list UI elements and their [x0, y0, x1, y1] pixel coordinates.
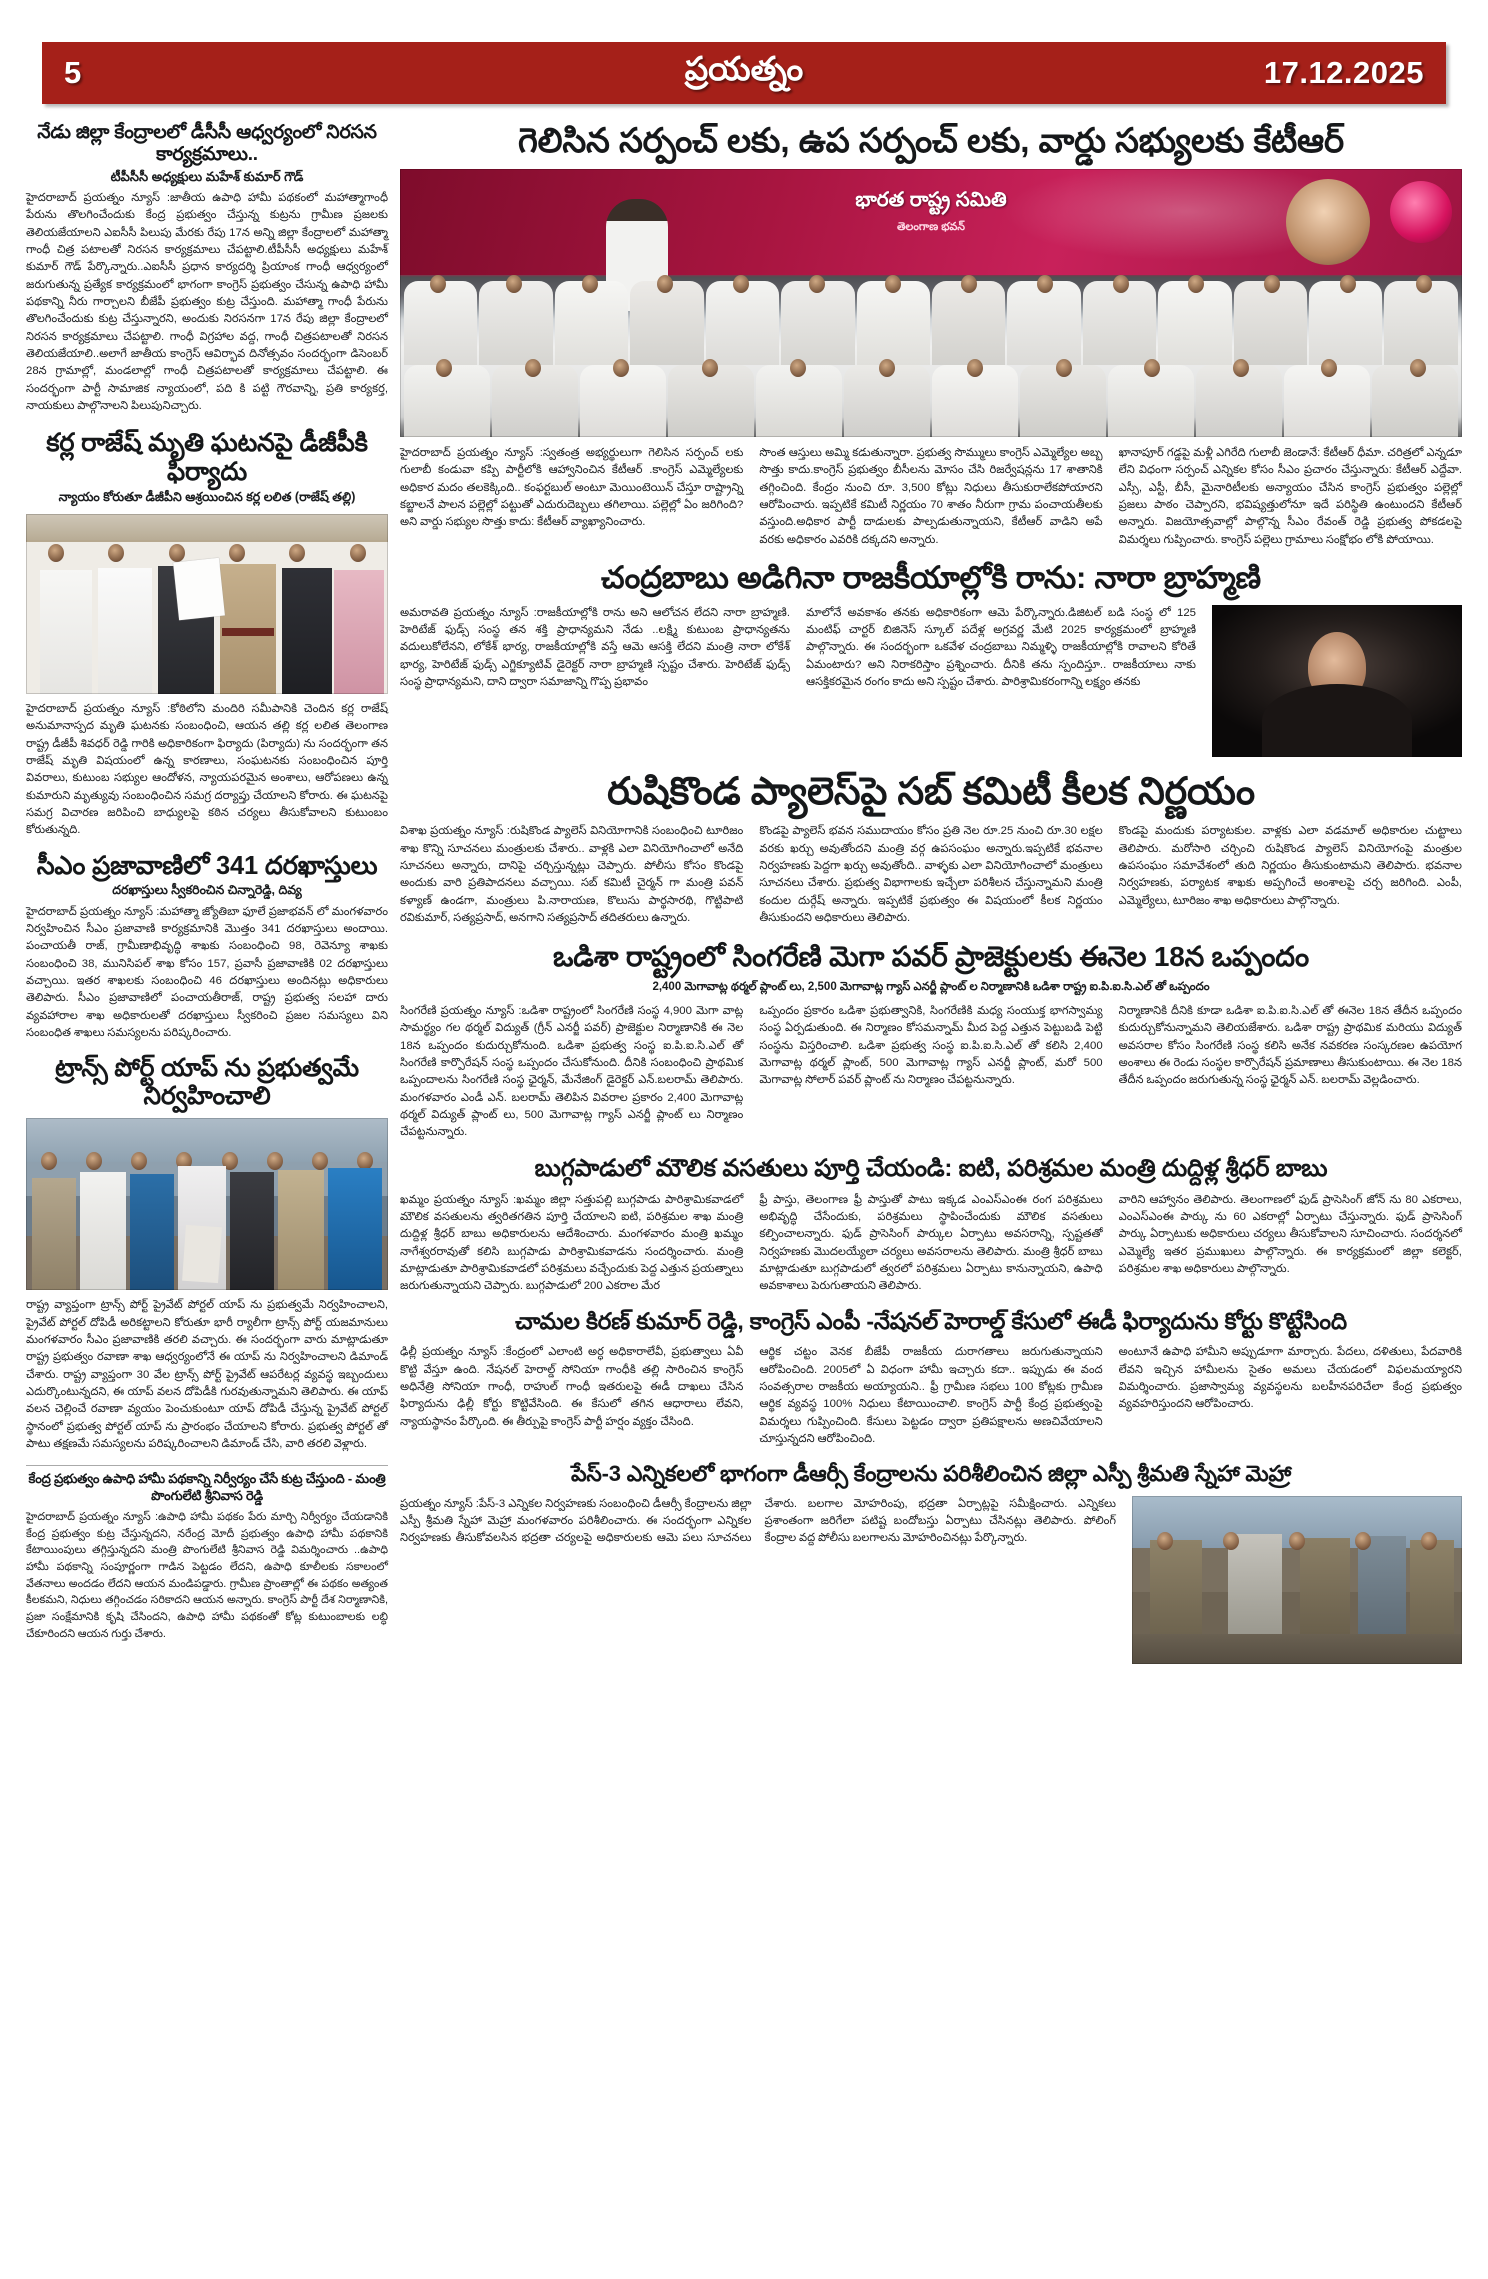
dgp-complaint-photo	[26, 514, 388, 694]
article-bhuggapadu	[400, 1156, 1462, 1296]
bhuggapadu-headline: బుగ్గపాడులో మౌలిక వసతులు పూర్తి చేయండి: ఐటి, పరిశ్రమల మంత్రి దుద్దిళ్ల శ్రీధర్ బాబు	[534, 1154, 1328, 1182]
ktr-brs-meeting-photo	[400, 169, 1462, 437]
odisha-singareni-body-col3: నిర్మాణానికి దీనికి కూడా ఒడిశా ఐ.పి.ఐ.సి.ఎల్ తో ఈనెల 18న తేదీన ఒప్పందం కుదుర్చుకోనున్నామని తెలియజేశారు. ఒడిశా రాష్ట్ర ప్రాథమిక మరియు విద్యుత్ అవసరాల కోసం సింగరేణి సంస్థ కలిసి అనేక నవకరణ సంస్కరణల ఉపయోగ అంశాలు ఈ రెండు సంస్థల కార్పొరేషన్ ప్రమాణాలు తీసుకుంటాయి. ఈ నెల 18న తేదీన ఒప్పందం జరుగుతున్న సంస్థ ఛైర్మన్ ఎన్. బలరామ్ వెల్లడించారు.	[1118, 1005, 1462, 1087]
rushikonda-body-col1: విశాఖ ప్రయత్నం న్యూస్ :రుషికొండ ప్యాలెస్ వినియోగానికి సంబంధించి టూరిజం శాఖ కొన్ని సూచనలు మంత్రులకు చేశారు.. వాళ్లకి ఎలా వినియోగించాలో అనేది సూచనలు అన్నారు, దానిపై చర్చిస్తున్నట్లు చెప్పారు. పోలీసు కోసం కొండపై అందుకు వారి ప్రతిపాదనలు వచ్చాయి. సబ్ కమిటీ చైర్మన్ గా మంత్రి పవన్ కళ్యాణ్ ఉండగా, మంత్రులు పి.నారాయణ, కొలుసు పార్థసారథి, గొట్టిపాటి రవికుమార్, సత్యప్రసాద్, అనగాని సత్యప్రసాద్ తదితరులు ఉన్నారు.	[400, 825, 744, 924]
ktr-sarpanch-headline: గెలిసిన సర్పంచ్ లకు, ఉప సర్పంచ్ లకు, వార్డు సభ్యులకు కేటీఆర్	[518, 122, 1344, 160]
cm-praja-vani-subhead: దరఖాస్తులు స్వీకరించిన చిన్నారెడ్డి, దివ్య	[112, 883, 302, 898]
transport-protest-photo	[26, 1118, 388, 1290]
article-ktr-sarpanch	[400, 122, 1462, 549]
brs-logo-icon	[1390, 181, 1452, 243]
bhuggapadu-body-col3: వారిని ఆహ్వానం తెలిపారు. తెలంగాణలో ఫుడ్ ప్రాసెసింగ్ జోన్ ను 80 ఎకరాలు, ఎంఎస్ఎంఈ పార్కు ను 60 ఎకరాల్లో ఏర్పాటు చేస్తున్నారు. ఫుడ్ ప్రాసెసింగ్ పార్కు ఏర్పాటుకు అధికారులు చర్యలు తీసుకోవాలని సూచించారు. సందర్శనలో ఎమ్మెల్యే ఇతర ప్రముఖులు పాల్గొన్నారు. ఈ కార్యక్రమంలో జిల్లా కలెక్టర్, పరిశ్రమల శాఖ అధికారులు పాల్గొన్నారు.	[1118, 1193, 1462, 1275]
chamala-kiran-body-col2: ఆర్థిక చట్టం వెనక బీజేపీ రాజకీయ దురాగతాలు జరుగుతున్నాయని ఆరోపించింది. 2005లో ఏ విధంగా హామీ ఇచ్చారు కదా.. ఇప్పుడు ఈ వంద సంవత్సరాల రాజకీయ అయ్యాయని.. ఫ్రీ గ్రామీణ సభలు 100 కోట్లకు గ్రామీణ ఆర్థిక వ్యవస్థ 100% నిధులు కేటాయించాలి. కాంగ్రెస్ పార్టీ కేంద్ర ప్రభుత్వంపై విమర్శలు గుప్పించింది. కేసులు పెట్టడం ద్వారా ప్రతిపక్షాలను అణచివేయాలని చూస్తున్నదని ఆరోపించింది.	[759, 1346, 1103, 1445]
dcc-protest-headline: నేడు జిల్లా కేంద్రాలలో డీసీసీ ఆధ్వర్యంలో నిరసన కార్యక్రమాలు..	[37, 122, 377, 165]
left-column	[26, 122, 388, 1643]
odisha-singareni-body-col2: ఒప్పందం ప్రకారం ఒడిశా ప్రభుత్వానికి, సింగరేణికి మధ్య సంయుక్త భాగస్వామ్య సంస్థ ఏర్పడుతుంది. ఈ నిర్మాణం కోసమన్నామ్ మీద పెద్ద ఎత్తున పెట్టుబడి పెట్టి సంస్థను విస్తరించాలి. ఒడిశా ప్రభుత్వ సంస్థ ఐ.పి.ఐ.సి.ఎల్ తో కలిసి 2,400 మెగావాట్ల థర్మల్ ప్లాంట్, 500 మెగావాట్ల గ్యాస్ ఎనర్జీ ప్లాంట్, మరో 500 మెగావాట్ల సోలార్ పవర్ ప్లాంట్ ను నిర్మాణం చేపట్టనున్నారు.	[759, 1005, 1103, 1087]
cm-praja-vani-body: హైదరాబాద్ ప్రయత్నం న్యూస్ :మహాత్మా జ్యోతిబా ఫూలే ప్రజాభవన్ లో మంగళవారం నిర్వహించిన సీఎం ప్రజావాణి కార్యక్రమానికి మొత్తం 341 దరఖాస్తులు అందాయి. పంచాయతీ రాజ్, గ్రామీణాభివృద్ధి శాఖకు సంబంధించి 98, రెవెన్యూ శాఖకు సంబంధించి 38, మునిసిపల్ శాఖ కోసం 157, ప్రవాసీ ప్రజావాణికి 02 దరఖాస్తులు వచ్చాయి. ఇతర శాఖలకు సంబంధించి 46 దరఖాస్తులు అందినట్లు అధికారులు తెలిపారు. సీఎం ప్రజావాణిలో పంచాయతీరాజ్, రాష్ట్ర ప్రభుత్వ సలహా దారు వ్యవహారాల శాఖ అధికారులతో దరఖాస్తులు స్వీకరించి ప్రజల సమస్యలు విని సంబంధిత శాఖలు సమస్యలను పరిష్కరించారు.	[26, 905, 388, 1040]
main-column	[400, 122, 1462, 1664]
speaker-figure	[606, 199, 668, 311]
dcc-protest-body: హైదరాబాద్ ప్రయత్నం న్యూస్ :జాతీయ ఉపాధి హామీ పథకంలో మహాత్మాగాంధీ పేరును తొలగించేందుకు కేంద్ర ప్రభుత్వం చేస్తున్న కుట్రను గ్రామీణ ప్రజలకు తెలియజేయాలని ఎఐసీసీ పిలుపు మేరకు రేపు 17న అన్ని జిల్లా కేంద్రాలలో మహాత్మా గాంధీ చిత్ర పటాలతో నిరసన కార్యక్రమాలు చేపట్టాలి.టీపీసీసీ అధ్యక్షులు మహేశ్ కుమార్ గౌడ్ పేర్కొన్నారు..ఎఐసీసీ ప్రధాన కార్యదర్శి ప్రియాంక గాంధీ ఆధ్వర్యంలో జరుగుతున్న ప్రత్యేక కార్యక్రమంలో భాగంగా కాంగ్రెస్ ప్రభుత్వం చేసున్న ఉపాధి హామీ పథకాన్ని నీరు గార్చాలని బీజేపీ ప్రభుత్వం కుట్ర చేస్తుంది. మహాత్మా గాంధీ పేరును తొలగించేందుకు కుట్ర చేస్తున్నారని, అందుకు నిరసనగా 17న రేపు జిల్లా కేంద్రాలలో నిరసన కార్యక్రమాలు చేపట్టాలి. గాంధీ విగ్రహాల వద్ద, గాంధీ చిత్రపటాలతో నిరసన తెలియజేయాలి..అలాగే జాతీయ కాంగ్రెస్ ఆవిర్భావ దినోత్సవం సందర్భంగా డిసెంబర్ 28న గ్రామాల్లో, మండలాల్లో గాంధీ చిత్రపటాలతో కార్యక్రమాలు చేపట్టాలి. ఈ సందర్భంగా పార్టీ సామాజిక న్యాయంలో, పది కి పట్టి గౌరవాన్ని, ప్రతి కార్యకర్త, నాయకులు పాల్గొనాలని పిలుపునిచ్చారు.	[26, 191, 388, 412]
brs-banner-line2: తెలంగాణ భవన్	[897, 221, 965, 234]
bhuggapadu-body-col1: ఖమ్మం ప్రయత్నం న్యూస్ :ఖమ్మం జిల్లా సత్తుపల్లి బుగ్గపాడు పారిశ్రామికవాడలో మౌలిక వసతులను త్వరితగతిన పూర్తి చేయాలని ఐటి, పరిశ్రమల శాఖ మంత్రి దుద్దిళ్ల శ్రీధర్ బాబు అధికారులను ఆదేశించారు. మంగళవారం మంత్రి ఖమ్మం నాగేశ్వరరావుతో కలిసి బుగ్గపాడు పారిశ్రామికవాడను సందర్శించారు. మంత్రి మాట్లాడుతూ పారిశ్రామికవాడలో పరిశ్రమలు వచ్చేందుకు పెద్ద ఎత్తున ప్రయత్నాలు జరుగుతున్నాయని చెప్పారు. బుగ్గపాడులో 200 ఎకరాల మేర	[400, 1193, 744, 1293]
transport-app-headline: ట్రాన్స్ పోర్ట్ యాప్ ను ప్రభుత్వమే నిర్వహించాలి	[55, 1054, 359, 1111]
rushikonda-body-col2: కొండపై ప్యాలెస్ భవన సముదాయం కోసం ప్రతి నెల రూ.25 నుంచి రూ.30 లక్షల వరకు ఖర్చు అవుతోందని మంత్రి వర్గ ఉపసంఘం అన్నారు.ఇప్పటికే భవనాల నిర్వహణకు పెద్దగా ఖర్చు అవుతోంది.. వాళ్ళకు ఎలా వినియోగించాలో మంత్రులు సూచనలు చేశారు. ప్రభుత్వ విభాగాలకు ఇచ్చేలా పరిశీలన చేస్తున్నామని మంత్రి కందుల దుర్గేష్ అన్నారు. ఇప్పటికే ప్రభుత్వం ఈ విషయంలో కీలక నిర్ణయం తీసుకుందని అధికారులు తెలిపారు.	[759, 825, 1103, 924]
cm-praja-vani-headline: సీఎం ప్రజావాణిలో 341 దరఖాస్తులు	[36, 851, 378, 880]
article-karla-rajesh	[26, 429, 388, 839]
karla-rajesh-headline: కర్ల రాజేష్ మృతి ఘటనపై డీజీపీకి ఫిర్యాదు	[46, 429, 368, 486]
nara-brahmani-portrait	[1212, 605, 1462, 757]
sp-inspection-body: ప్రయత్నం న్యూస్ :పేస్-3 ఎన్నికల నిర్వహణకు సంబంధించి డీఆర్సీ కేంద్రాలను జిల్లా ఎస్పీ శ్రీమతి స్నేహా మెహ్రా మంగళవారం పరిశీలించారు. ఈ సందర్భంగా ఎన్నికల నిర్వహణకు తీసుకోవలసిన భద్రతా చర్యలపై అధికారులకు ఆమె పలు సూచనలు చేశారు. బలగాల మోహరింపు, భద్రతా ఏర్పాట్లపై సమీక్షించారు. ఎన్నికలు ప్రశాంతంగా జరిగేలా పటిష్ట బందోబస్తు ఏర్పాటు చేసినట్లు తెలిపారు. పోలింగ్ కేంద్రాల వద్ద పోలీసు బలగాలను మోహరించినట్లు పేర్కొన్నారు.	[400, 1497, 1116, 1545]
transport-app-body: రాష్ట్ర వ్యాప్తంగా ట్రాన్స్ పోర్ట్ ప్రైవేట్ పోర్టల్ యాప్ ను ప్రభుత్వమే నిర్వహించాలని, ప్రైవేట్ పోర్టల్ దోపిడీ అరికట్టాలని కోరుతూ భారీ ర్యాలీగా ట్రాన్స్ పోర్ట్ యజమానులు మంగళవారం సీఎం ప్రజావాణికి తరలి వచ్చారు. ఈ సందర్భంగా వారు మాట్లాడుతూ రాష్ట్ర ప్రభుత్వం రవాణా శాఖ ఆధ్వర్యంలోనే ఈ యాప్ ను నిర్వహించాలని డిమాండ్ చేశారు. రాష్ట్ర వ్యాప్తంగా 30 వేల ట్రాన్స్ పోర్ట్ ప్రైవేట్ ఆపరేటర్ల వ్యవస్థ ఇబ్బందులు ఎదుర్కొంటున్నదని, ఈ యాప్ వలన దోపిడీకి గురవుతున్నామని తెలిపారు. ఈ యాప్ వలన చెల్లించే రవాణా వ్యయం పెంచుకుంటూ యాప్ దోపిడీ చేస్తున్న ప్రైవేట్ పోర్టల్ స్థానంలో ప్రభుత్వ పోర్టల్ యాప్ ను ప్రారంభం చేయాలని కోరారు. ప్రభుత్వ పోర్టల్ తో పాటు తక్షణమే సమస్యలను పరిష్కరించాలని డిమాండ్ చేసి, వారి తరలి వెళ్లారు.	[26, 1299, 388, 1450]
odisha-singareni-body-col1: సింగరేణి ప్రయత్నం న్యూస్ :ఒడిశా రాష్ట్రంలో సింగరేణి సంస్థ 4,900 మెగా వాట్ల సామర్థ్యం గల థర్మల్ విద్యుత్ (గ్రీన్ ఎనర్జీ పవర్) ప్రాజెక్టుల నిర్మాణానికి ఈ నెల 18న ఒప్పందం కుదుర్చుకోనుంది. ఒడిశా ప్రభుత్వ సంస్థ ఐ.పి.ఐ.సి.ఎల్ తో సింగరేణి కార్పొరేషన్ సంస్థ ఒప్పందం చేసుకోనుంది. దీనికి సంబంధించి ప్రాథమిక ఒప్పందాలను సింగరేణి సంస్థ ఛైర్మన్, మేనేజింగ్ డైరెక్టర్ ఎన్.బలరామ్ తెలిపారు. మంగళవారం ఎండీ ఎన్. బలరామ్ తెలిపిన వివరాల ప్రకారం 2,400 మెగావాట్ల థర్మల్ విద్యుత్ ప్లాంట్ లు, 500 మెగావాట్ల గ్యాస్ ఎనర్జీ ప్లాంట్ లు నిర్మాణం చేపట్టనున్నారు.	[400, 1005, 744, 1139]
odisha-singareni-subhead: 2,400 మెగావాట్ల థర్మల్ ప్లాంట్ లు, 2,500 మెగావాట్ల గ్యాస్ ఎనర్జీ ప్లాంట్ ల నిర్మాణానికి ఒడిశా రాష్ట్ర ఐ.పి.ఐ.సి.ఎల్ తో ఒప్పందం	[652, 980, 1210, 993]
article-rushikonda	[400, 771, 1462, 928]
article-sp-inspection	[400, 1462, 1462, 1664]
kcr-portrait-in-banner	[1286, 179, 1370, 265]
sp-inspection-photo	[1132, 1496, 1462, 1664]
article-home-secretary	[26, 1465, 388, 1642]
brs-banner	[400, 169, 1462, 275]
home-secretary-body: హైదరాబాద్ ప్రయత్నం న్యూస్ :ఉపాధి హామీ పథకం పేరు మార్చి నిర్వీర్యం చేయడానికి కేంద్ర ప్రభుత్వం కుట్ర చేస్తున్నదని, నరేంద్ర మోదీ ప్రభుత్వం ఉపాధి హామీ పథకానికి కేటాయింపులు తగ్గిస్తున్నదని మంత్రి పొంగులేటి శ్రీనివాస రెడ్డి విమర్శించారు ..ఉపాధి హామీ పథకాన్ని సంపూర్ణంగా గాడిన పెట్టడం లేదని, ఉపాధి కూలీలకు సకాలంలో వేతనాలు అందడం లేదని ఆయన మండిపడ్డారు. గ్రామీణ ప్రాంతాల్లో ఈ పథకం అత్యంత కీలకమని, నిధులు తగ్గించడం సరికాదని ఆయన అన్నారు. కాంగ్రెస్ పార్టీ దేశ నిర్మాణానికి, ప్రజా సంక్షేమానికి కృషి చేసిందని, ఉపాధి హామీ పథకంతో కోట్ల కుటుంబాలకు లబ్ధి చేకూరిందని ఆయన గుర్తు చేశారు.	[26, 1510, 388, 1640]
article-nara-brahmani	[400, 561, 1462, 757]
article-transport-app	[26, 1054, 388, 1453]
sp-inspection-headline: పేస్-3 ఎన్నికలలో భాగంగా డీఆర్సీ కేంద్రాలను పరిశీలించిన జిల్లా ఎస్పీ శ్రీమతి స్నేహా మెహ్రా	[570, 1461, 1291, 1487]
bhuggapadu-body-col2: ఫ్రీ పాస్తు, తెలంగాణ ఫ్రీ పాస్తుతో పాటు ఇక్కడ ఎంఎస్ఎంఈ రంగ పరిశ్రమలు అభివృద్ధి చేసేందుకు, పరిశ్రమలు స్థాపించేందుకు మౌలిక వసతులు కల్పించాలన్నారు. ఫుడ్ ప్రాసెసింగ్ పార్కుల ఏర్పాటు అవసరాన్ని, స్పష్టతతో నిర్వహణకు మొదలయ్యేలా చర్యలు అవసరాలను తెలిపారు. మంత్రి శ్రీధర్ బాబు మాట్లాడుతూ బుగ్గపాడులో త్వరలో పరిశ్రమలు ఏర్పాటు కానున్నాయని, ఉపాధి అవకాశాలు పెరుగుతాయని తెలిపారు.	[759, 1193, 1103, 1293]
article-cm-praja-vani	[26, 852, 388, 1043]
odisha-singareni-headline: ఒడిశా రాష్ట్రంలో సింగరేణి మెగా పవర్ ప్రాజెక్టులకు ఈనెల 18న ఒప్పందం	[552, 941, 1310, 973]
ktr-sarpanch-body-col3: ఖానాపూర్ గడ్డపై మళ్లీ ఎగిరేది గులాబీ జెండానే: కేటీఆర్ ధీమా. చరిత్రలో ఎన్నడూ లేని విధంగా సర్పంచ్ ఎన్నికల కోసం సీఎం ప్రచారం చేస్తున్నారు: కేటీఆర్ ఎద్దేవా. ఎస్సీ, ఎస్టీ, బీసీ, మైనారిటీలకు అన్యాయం చేసిన కాంగ్రెస్ ప్రభుత్వం పల్లెల్లో ప్రజలు పాఠం చెప్పారని, భవిష్యత్తులోనూ ఇదే పరిస్థితి ఉంటుందని కేటీఆర్ అన్నారు. విజయోత్సవాల్లో పాల్గొన్న సీఎం రేవంత్ రెడ్డి ప్రభుత్వ పోకడలపై విమర్శలు గుప్పించారు. కాంగ్రెస్ పల్లెలు గ్రామాలు సంక్షోభం లోకి పోయాయి.	[1118, 447, 1462, 546]
nara-brahmani-body-col1: అమరావతి ప్రయత్నం న్యూస్ :రాజకీయాల్లోకి రాను అని ఆలోచన లేదని నారా బ్రాహ్మణి. హెరిటేజ్ ఫుడ్స్ సంస్థ తన శక్తి ప్రాధాన్యమని నేడు ..లక్ష్మి కుటుంబ ప్రాధాన్యతను వదులుకోలేనని, లోకేశ్ భార్య, రాజకీయాల్లోకి వస్తే ఆమె ఆసక్తి లేదని మంత్రి నారా లోకేశ్ భార్య, హెరిటేజ్ ఫుడ్స్ ఎగ్జిక్యూటివ్ డైరెక్టర్ నారా బ్రాహ్మణి స్పష్టం చేశారు. హెరిటేజ్ ఫుడ్స్ సంస్థ ప్రాధాన్యమని, దాని ద్వారా సమాజాన్ని గొప్ప ప్రభావం	[400, 606, 790, 689]
dcc-protest-subhead: టీపీసీసీ అధ్యక్షులు మహేశ్ కుమార్ గౌడ్	[110, 168, 304, 184]
home-secretary-headline: కేంద్ర ప్రభుత్వం ఉపాధి హామీ పథకాన్ని నిర్వీర్యం చేసే కుట్ర చేస్తుంది - మంత్రి పొంగులేటి శ్రీనివాస రెడ్డి	[28, 1471, 386, 1503]
chamala-kiran-body-col3: అంటూనే ఉపాధి హామీని అప్పుడూగా మార్చారు. పేదలు, దళితులు, పేదవారికి లేవని ఇచ్చిన హామీలను సైతం అమలు చేయడంలో విఫలమయ్యారని విమర్శించారు. ప్రజాస్వామ్య వ్యవస్థలను బలహీనపరిచేలా కేంద్ర ప్రభుత్వం వ్యవహరిస్తుందని ఆరోపించారు.	[1118, 1346, 1462, 1411]
nara-brahmani-body-col2: మాలోనే అవకాశం తనకు అధికారికంగా ఆమె పేర్కొన్నారు.డిజిటల్ బడి సంస్థ లో 125 మంటిఫ్ చార్టర్ బిజినెస్ స్కూల్ పదేళ్ల అగ్రవర్ణ మేటి 2025 కార్యక్రమంలో బ్రాహ్మణి పాల్గొన్నారు. ఈ సందర్భంగా ఒకవేళ చంద్రబాబు నిమ్మళ్ళి రాజకీయాల్లోకి రావాలని కోరితే ఏమంటారు? అని నిరాకరిస్తాం ప్రశ్నించారు. దీనికి తను స్పందిస్తూ.. రాజకీయాలు నాకు ఆసక్తికరమైన రంగం కాదు అని స్పష్టం చేశారు. పారిశ్రామికరంగాన్ని లక్ష్యం తనకు	[806, 606, 1196, 689]
brs-banner-line1: భారత రాష్ట్ర సమితి	[855, 189, 1007, 212]
rushikonda-body-col3: కొండపై మందుకు పర్యాటకుల. వాళ్లకు ఎలా వడమాల్ అధికారుల చుట్టాలు తెలిపారు. మరోసారి చర్చించి రుషికొండ ప్యాలెస్ వినియోగంపై మంత్రుల ఉపసంఘం సమావేశంలో తుది నిర్ణయం తీసుకుంటామని తెలిపారు. భవనాల నిర్వహణకు, పర్యాటక శాఖకు అప్పగించే అంశాలపై చర్చ జరిగింది. ఎంపీ, ఎమ్మెల్యేలు, టూరిజం శాఖ అధికారులు పాల్గొన్నారు.	[1118, 825, 1462, 907]
masthead	[42, 42, 1446, 104]
article-chamala-kiran	[400, 1309, 1462, 1448]
ktr-sarpanch-body-col2: సొంత ఆస్తులు అమ్మి కడుతున్నారా. ప్రభుత్వ సొమ్ములు కాంగ్రెస్ ఎమ్మెల్యేల అబ్బ సొత్తు కాదు.కాంగ్రెస్ ప్రభుత్వం బీసీలను మోసం చేసి రిజర్వేషన్లను 17 శాతానికి తగ్గించింది. కేంద్రం నుంచి రూ. 3,500 కోట్లు నిధులు తీసుకురాలేకపోయారని ఆరోపించారు. ఇప్పటికే కమిటీ నిర్ణయం 70 శాతం నీరుగా గ్రామ పంచాయతీలకు వస్తుంది.అధికార పార్టీ దాడులకు పాల్పడుతున్నాయని, కేటీఆర్ వాడిని అపే వరకు అధికారం ఎవరికి దక్కదని అన్నారు.	[759, 447, 1103, 546]
ktr-sarpanch-body-col1: హైదరాబాద్ ప్రయత్నం న్యూస్ :స్వతంత్ర అభ్యర్థులుగా గెలిసిన సర్పంచ్ లకు గులాబీ కండువా కప్పి పార్టీలోకి ఆహ్వానించిన కేటీఆర్ .కాంగ్రెస్ ఎమ్మెల్యేలకు అధికార మదం తలకెక్కింది.. కంఫర్టబుల్ అంటూ మెయింటెయిన్ చేస్తూ రాష్ట్రాన్ని కబ్జాలనే పాలన పల్లెల్లో పట్టుతో ఎదురుదెబ్బలు తగిలాయి. పల్లెల్లో ఏం జరిగింది? అని వార్డు సభ్యుల సొత్తు కాదు: కేటీఆర్ వ్యాఖ్యానించారు.	[400, 447, 744, 529]
article-dcc-protest	[26, 122, 388, 415]
publication-date: 17.12.2025	[1263, 55, 1424, 90]
rushikonda-headline: రుషికొండ ప్యాలెస్‌పై సబ్ కమిటీ కీలక నిర్ణయం	[607, 770, 1255, 813]
chamala-kiran-headline: చామల కిరణ్ కుమార్ రెడ్డి, కాంగ్రెస్ ఎంపీ -నేషనల్ హెరాల్డ్ కేసులో ఈడీ ఫిర్యాదును కోర్టు కొట్టేసింది	[515, 1308, 1347, 1335]
karla-rajesh-body: హైదరాబాద్ ప్రయత్నం న్యూస్ :కోఠిలోని మందిరి సమీపానికి చెందిన కర్ల రాజేష్ అనుమానాస్పద మృతి ఘటనకు సంబంధించి, ఆయన తల్లి కర్ల లలిత తెలంగాణ రాష్ట్ర డీజీపీ శివధర్ రెడ్డి గారికి అధికారికంగా ఫిర్యాదు (పిర్యాదు) ను సందర్భంగా తన రాజేష్ మృతి విషయంలో ఉన్న కారణాలు, సంఘటనకు సంబంధించిన పూర్తి వివరాలు, కుటుంబ సభ్యుల ఆందోళన, న్యాయపరమైన అంశాలు, ఆరోపణలు ఉన్న కుమారుని మృత్యువు సంబంధించిన సమగ్ర దర్యాప్తు చేయాలని కోరారు. ఈ ఘటనపై సమగ్ర విచారణ జరిపించి బాధ్యులపై కఠిన చర్యలు తీసుకోవాలని కుటుంబం కోరుతున్నది.	[26, 702, 388, 837]
page-number: 5	[64, 55, 82, 90]
karla-rajesh-subhead: న్యాయం కోరుతూ డీజీపీని ఆశ్రయించిన కర్ల లలిత (రాజేష్ తల్లి)	[58, 490, 356, 505]
nara-brahmani-headline: చంద్రబాబు అడిగినా రాజకీయాల్లోకి రాను: నారా బ్రాహ్మణి	[601, 560, 1261, 596]
newspaper-title: ప్రయత్నం	[684, 50, 804, 87]
chamala-kiran-body-col1: ఢిల్లీ ప్రయత్నం న్యూస్ :కేంద్రంలో ఎలాంటి అర్ధ అధికారాలేవీ, ప్రభుత్వాలు ఏవీ కొట్టి వేస్తూ ఉంది. నేషనల్ హెరాల్డ్ సోనియా గాంధీకి తల్లి సారించిన కాంగ్రెస్ అధినేత్రి సోనియా గాంధీ, రాహుల్ గాంధీ ఇతరులపై ఈడీ దాఖలు చేసిన ఫిర్యాదును ఢిల్లీ కోర్టు కొట్టివేసింది. ఈ కేసులో తగిన ఆధారాలు లేవని, న్యాయస్థానం పేర్కొంది. ఈ తీర్పుపై కాంగ్రెస్ పార్టీ హర్షం వ్యక్తం చేసింది.	[400, 1346, 744, 1428]
article-odisha-singareni	[400, 941, 1462, 1141]
